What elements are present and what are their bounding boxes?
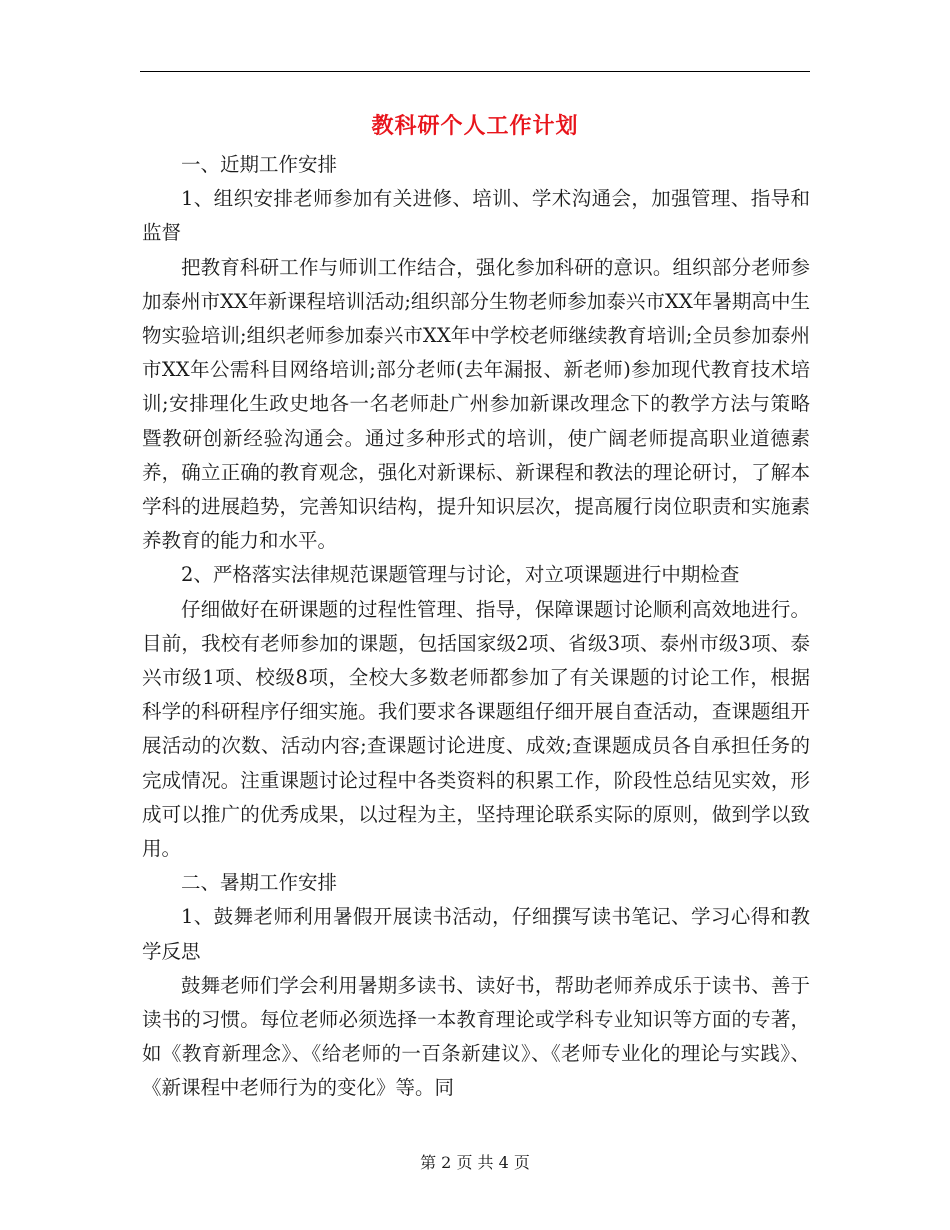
- body-paragraph: 仔细做好在研课题的过程性管理、指导，保障课题讨论顺利高效地进行。目前，我校有老师参加的课题，包括国家级2项、省级3项、泰州市级3项、泰兴市级1项、校级8项，全校大多数老师都参加了有关课题的讨论工作，根据科学的科研程序仔细实施。我们要求各课题组仔细开展自查活动，查课题组开展活动的次数、活动内容;查课题讨论进度、成效;查课题成员各自承担任务的完成情况。注重课题讨论过程中各类资料的积累工作，阶段性总结见实效，形成可以推广的优秀成果，以过程为主，坚持理论联系实际的原则，做到学以致用。: [142, 597, 810, 861]
- body-paragraph: 把教育科研工作与师训工作结合，强化参加科研的意识。组织部分老师参加泰州市XX年新课程培训活动;组织部分生物老师参加泰兴市XX年暑期高中生物实验培训;组织老师参加泰兴市XX年中学校老师继续教育培训;全员参加泰州市XX年公需科目网络培训;部分老师(去年漏报、新老师)参加现代教育技术培训;安排理化生政史地各一名老师赴广州参加新课改理念下的教学方法与策略暨教研创新经验沟通会。通过多种形式的培训，使广阔老师提高职业道德素养，确立正确的教育观念，强化对新课标、新课程和教法的理论研讨，了解本学科的进展趋势，完善知识结构，提升知识层次，提高履行岗位职责和实施素养教育的能力和水平。: [142, 255, 810, 553]
- document-title: 教科研个人工作计划: [371, 113, 579, 139]
- header-rule: [140, 71, 810, 72]
- item-heading-1-1: 1、组织安排老师参加有关进修、培训、学术沟通会，加强管理、指导和监督: [142, 187, 810, 245]
- page-number: 第 2 页 共 4 页: [420, 1153, 530, 1172]
- document-body: [142, 148, 810, 1106]
- page-footer: [0, 1152, 950, 1174]
- item-heading-2-1: 1、鼓舞老师利用暑假开展读书活动，仔细撰写读书笔记、学习心得和教学反思: [142, 905, 810, 963]
- item-heading-1-2: 2、严格落实法律规范课题管理与讨论，对立项课题进行中期检查: [181, 563, 740, 587]
- section-heading-1: 一、近期工作安排: [181, 153, 338, 176]
- section-heading-2: 二、暑期工作安排: [181, 871, 338, 895]
- body-paragraph: 鼓舞老师们学会利用暑期多读书、读好书，帮助老师养成乐于读书、善于读书的习惯。每位老师必须选择一本教育理论或学科专业知识等方面的专著，如《教育新理念》、《给老师的一百条新建议》、《老师专业化的理论与实践》、《新课程中老师行为的变化》等。同: [142, 973, 810, 1100]
